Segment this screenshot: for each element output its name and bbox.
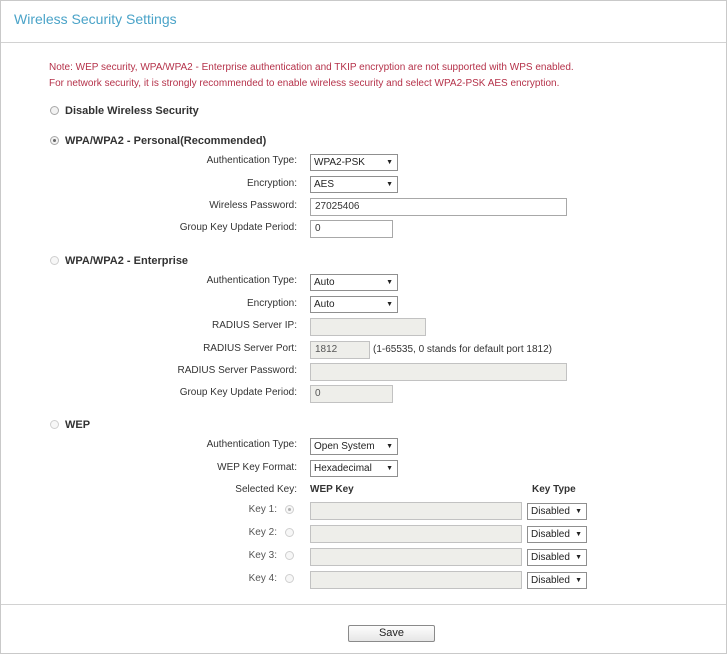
key-3-type-value: Disabled	[531, 552, 570, 563]
enterprise-auth-type-value: Auto	[314, 277, 335, 288]
chevron-down-icon: ▼	[575, 554, 582, 561]
wpa-personal-label: WPA/WPA2 - Personal(Recommended)	[65, 135, 267, 147]
personal-encryption-label: Encryption:	[246, 178, 297, 189]
personal-auth-type-value: WPA2-PSK	[314, 157, 365, 168]
chevron-down-icon: ▼	[386, 465, 393, 472]
key-4-label: Key 4:	[248, 573, 277, 584]
disable-security-option[interactable]	[50, 105, 199, 117]
key-4-input[interactable]	[310, 571, 522, 589]
key-3-type-select[interactable]	[527, 549, 587, 566]
chevron-down-icon: ▼	[386, 159, 393, 166]
chevron-down-icon: ▼	[386, 181, 393, 188]
wep-auth-type-select[interactable]	[310, 438, 398, 455]
wpa-enterprise-radio[interactable]	[50, 256, 59, 265]
wpa-enterprise-label: WPA/WPA2 - Enterprise	[65, 255, 189, 267]
key-4-type-select[interactable]	[527, 572, 587, 589]
radius-port-hint: (1-65535, 0 stands for default port 1812)	[373, 344, 553, 355]
wpa-personal-radio[interactable]	[50, 136, 59, 145]
key-3-label: Key 3:	[248, 550, 277, 561]
key-1-type-value: Disabled	[531, 506, 570, 517]
disable-security-radio[interactable]	[50, 106, 59, 115]
personal-auth-type-select[interactable]	[310, 154, 398, 171]
wep-label: WEP	[65, 419, 91, 431]
enterprise-group-key-label: Group Key Update Period:	[179, 387, 297, 398]
radius-ip-label: RADIUS Server IP:	[211, 320, 297, 331]
chevron-down-icon: ▼	[386, 301, 393, 308]
enterprise-encryption-label: Encryption:	[246, 298, 297, 309]
key-2-type-value: Disabled	[531, 529, 570, 540]
key-4-radio[interactable]	[285, 574, 294, 583]
wep-auth-type-value: Open System	[314, 441, 375, 452]
enterprise-auth-type-label: Authentication Type:	[206, 275, 297, 286]
radius-ip-input[interactable]	[310, 318, 426, 336]
chevron-down-icon: ▼	[386, 279, 393, 286]
key-2-label: Key 2:	[248, 527, 277, 538]
footer-divider	[1, 604, 726, 605]
key-1-input[interactable]	[310, 502, 522, 520]
key-1-radio[interactable]	[285, 505, 294, 514]
wep-option[interactable]	[50, 419, 90, 431]
radius-password-label: RADIUS Server Password:	[177, 365, 297, 376]
key-3-input[interactable]	[310, 548, 522, 566]
personal-auth-type-label: Authentication Type:	[206, 155, 297, 166]
wep-key-format-value: Hexadecimal	[314, 463, 372, 474]
key-1-label: Key 1:	[248, 504, 277, 515]
key-2-type-select[interactable]	[527, 526, 587, 543]
selected-key-label: Selected Key:	[235, 484, 297, 495]
note-line-2: For network security, it is strongly recommended to enable wireless security and select WPA2-PSK AES encryption.	[49, 78, 560, 89]
enterprise-auth-type-select[interactable]	[310, 274, 398, 291]
key-3-radio[interactable]	[285, 551, 294, 560]
note-line-1: Note: WEP security, WPA/WPA2 - Enterprise authentication and TKIP encryption are not supported with WPS enabled.	[49, 62, 574, 73]
enterprise-encryption-select[interactable]	[310, 296, 398, 313]
key-4-type-value: Disabled	[531, 575, 570, 586]
wep-key-format-select[interactable]	[310, 460, 398, 477]
save-button[interactable]: Save	[348, 625, 435, 642]
wpa-enterprise-option[interactable]	[50, 255, 188, 267]
radius-password-input[interactable]	[310, 363, 567, 381]
key-2-input[interactable]	[310, 525, 522, 543]
wireless-password-label: Wireless Password:	[209, 200, 297, 211]
personal-encryption-select[interactable]	[310, 176, 398, 193]
chevron-down-icon: ▼	[575, 531, 582, 538]
chevron-down-icon: ▼	[575, 508, 582, 515]
enterprise-group-key-input[interactable]: 0	[310, 385, 393, 403]
key-1-type-select[interactable]	[527, 503, 587, 520]
wpa-personal-option[interactable]	[50, 135, 266, 147]
enterprise-encryption-value: Auto	[314, 299, 335, 310]
personal-group-key-input[interactable]: 0	[310, 220, 393, 238]
radius-port-input[interactable]: 1812	[310, 341, 370, 359]
personal-group-key-label: Group Key Update Period:	[179, 222, 297, 233]
wep-key-column-header: WEP Key	[310, 484, 354, 495]
disable-security-label: Disable Wireless Security	[65, 105, 199, 117]
wep-key-format-label: WEP Key Format:	[217, 462, 297, 473]
radius-port-label: RADIUS Server Port:	[203, 343, 297, 354]
personal-encryption-value: AES	[314, 179, 335, 190]
wep-radio[interactable]	[50, 420, 59, 429]
wep-auth-type-label: Authentication Type:	[206, 439, 297, 450]
page-title: Wireless Security Settings	[14, 11, 177, 27]
chevron-down-icon: ▼	[575, 577, 582, 584]
key-2-radio[interactable]	[285, 528, 294, 537]
key-type-column-header: Key Type	[532, 484, 576, 495]
chevron-down-icon: ▼	[386, 443, 393, 450]
title-divider	[1, 42, 726, 43]
wireless-password-input[interactable]: 27025406	[310, 198, 567, 216]
